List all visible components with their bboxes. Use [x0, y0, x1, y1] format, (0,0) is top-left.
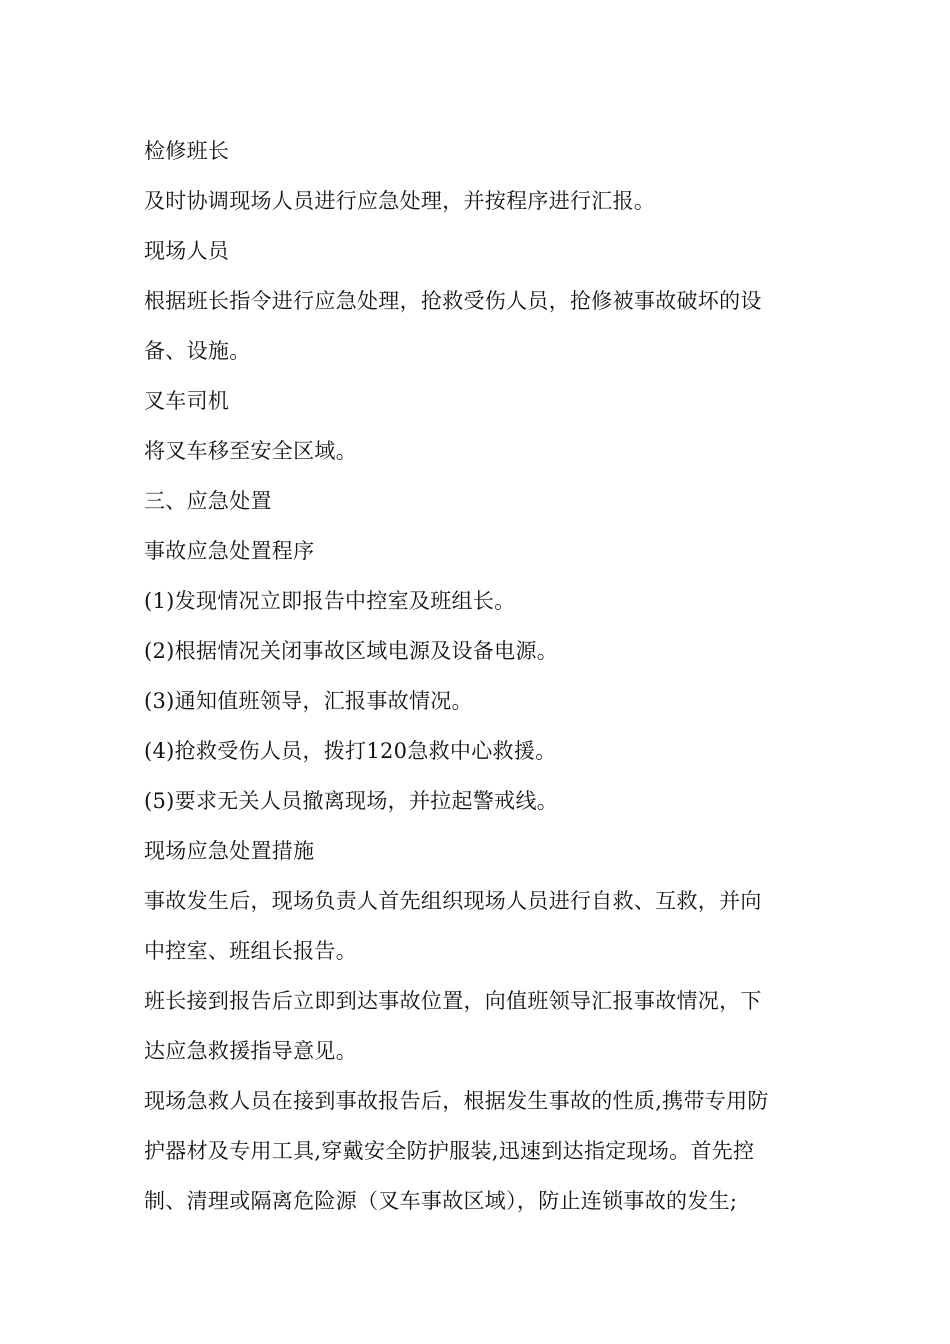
- procedure-step: (3)通知值班领导，汇报事故情况。: [144, 689, 473, 713]
- paragraph-line: 事故发生后，现场负责人首先组织现场人员进行自救、互救，并向: [144, 889, 762, 913]
- procedure-step: (2)根据情况关闭事故区域电源及设备电源。: [144, 639, 559, 663]
- section-heading-emergency-response: 三、应急处置: [144, 489, 272, 513]
- heading-forklift-driver: 叉车司机: [144, 389, 230, 413]
- paragraph-line: 达应急救援指导意见。: [144, 1039, 357, 1063]
- heading-accident-procedure: 事故应急处置程序: [144, 539, 315, 563]
- heading-onsite-personnel: 现场人员: [144, 239, 230, 263]
- heading-onsite-measures: 现场应急处置措施: [144, 839, 315, 863]
- paragraph-line: 根据班长指令进行应急处理，抢救受伤人员，抢修被事故破坏的设: [144, 289, 762, 313]
- procedure-step: (4)抢救受伤人员，拨打120急救中心救援。: [144, 739, 557, 763]
- document-body: [144, 126, 808, 1226]
- paragraph-line: 中控室、班组长报告。: [144, 939, 357, 963]
- paragraph-line: 护器材及专用工具,穿戴安全防护服装,迅速到达指定现场。首先控: [144, 1139, 755, 1163]
- paragraph-line: 现场急救人员在接到事故报告后，根据发生事故的性质,携带专用防: [144, 1089, 769, 1113]
- paragraph-line: 及时协调现场人员进行应急处理，并按程序进行汇报。: [144, 189, 656, 213]
- paragraph-line: 制、清理或隔离危险源（叉车事故区域），防止连锁事故的发生;: [144, 1189, 738, 1213]
- paragraph-line: 班长接到报告后立即到达事故位置，向值班领导汇报事故情况，下: [144, 989, 762, 1013]
- paragraph-line: 备、设施。: [144, 339, 251, 363]
- heading-maintenance-leader: 检修班长: [144, 139, 230, 163]
- procedure-step: (5)要求无关人员撤离现场，并拉起警戒线。: [144, 789, 559, 813]
- procedure-step: (1)发现情况立即报告中控室及班组长。: [144, 589, 516, 613]
- paragraph-line: 将叉车移至安全区域。: [144, 439, 357, 463]
